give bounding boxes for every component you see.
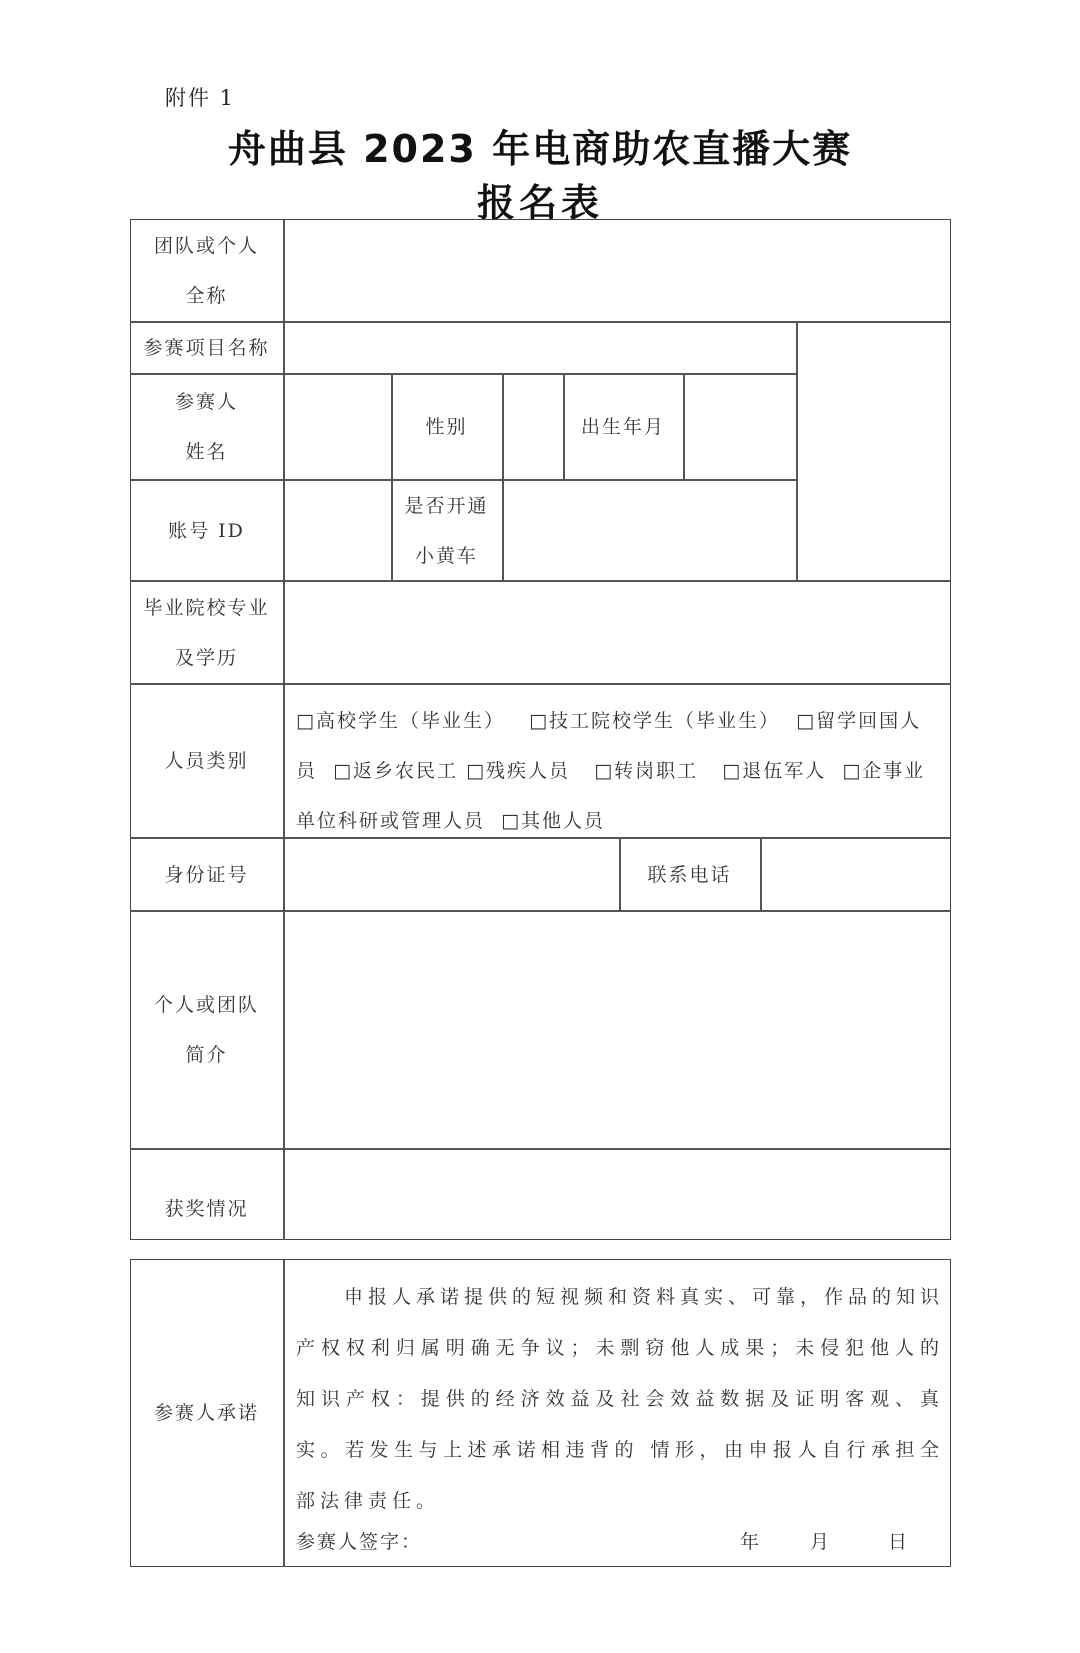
yellow-cart-label: 是否开通 小黄车 <box>404 494 489 567</box>
category-option[interactable]: □残疾人员 <box>466 760 571 782</box>
school-input[interactable] <box>285 582 949 683</box>
category-options <box>296 696 946 846</box>
gender-label: 性别 <box>425 416 468 438</box>
phone-input[interactable] <box>762 839 949 910</box>
id-number-label: 身份证号 <box>164 863 249 886</box>
yellow-cart-input[interactable] <box>504 481 795 580</box>
category-label: 人员类别 <box>164 750 249 772</box>
project-name-label: 参赛项目名称 <box>143 337 270 359</box>
participant-name-input[interactable] <box>285 375 390 479</box>
category-option[interactable]: □退伍军人 <box>722 760 827 782</box>
intro-label: 个人或团队 简介 <box>153 994 259 1066</box>
participant-name-label: 参赛人 姓名 <box>174 391 238 463</box>
category-option[interactable]: □企事业单位科研或管理人员 <box>296 760 926 832</box>
id-number-input[interactable] <box>285 839 618 910</box>
signature-input[interactable] <box>420 1522 720 1558</box>
awards-input[interactable] <box>285 1150 949 1238</box>
team-name-label: 团队或个人 全称 <box>153 235 259 307</box>
account-id-label: 账号 ID <box>168 519 245 542</box>
birth-input[interactable] <box>685 375 795 479</box>
awards-label: 获奖情况 <box>164 1198 249 1220</box>
phone-label: 联系电话 <box>647 863 732 886</box>
photo-area <box>798 323 949 580</box>
category-option[interactable]: □技工院校学生（毕业生） <box>529 710 781 732</box>
page-subtitle: 报名表 <box>476 181 603 225</box>
intro-input[interactable] <box>285 912 949 1148</box>
category-option[interactable]: □其他人员 <box>501 810 606 832</box>
category-option[interactable]: □返乡农民工 <box>333 760 459 782</box>
attachment-label: 附件 1 <box>165 86 236 110</box>
promise-label: 参赛人承诺 <box>153 1402 259 1424</box>
date-month-label: 月 <box>810 1531 832 1553</box>
category-option[interactable]: □高校学生（毕业生） <box>296 710 505 732</box>
team-name-input[interactable] <box>285 221 949 321</box>
birth-label: 出生年月 <box>580 416 665 438</box>
page-title: 舟曲县 2023 年电商助农直播大赛 <box>227 127 853 171</box>
project-name-input[interactable] <box>285 323 795 373</box>
gender-input[interactable] <box>504 375 562 479</box>
school-label: 毕业院校专业 及学历 <box>143 596 270 669</box>
date-day-label: 日 <box>888 1531 910 1553</box>
promise-text: 申报人承诺提供的短视频和资料真实、可靠，作品的知识产权权利归属明确无争议；未剽窃他人成果；未侵犯他人的 知识产权：提供的经济效益及社会效益数据及证明客观、真实。若发生与上述承诺相违背的 情形，由申报人自行承担全部法律责任。 <box>296 1286 945 1512</box>
signature-label: 参赛人签字： <box>296 1531 423 1553</box>
category-option[interactable]: □转岗职工 <box>594 760 699 782</box>
account-id-input[interactable] <box>285 481 390 580</box>
category-option[interactable]: □留学回国人员 <box>296 710 922 782</box>
date-year-label: 年 <box>740 1531 762 1553</box>
